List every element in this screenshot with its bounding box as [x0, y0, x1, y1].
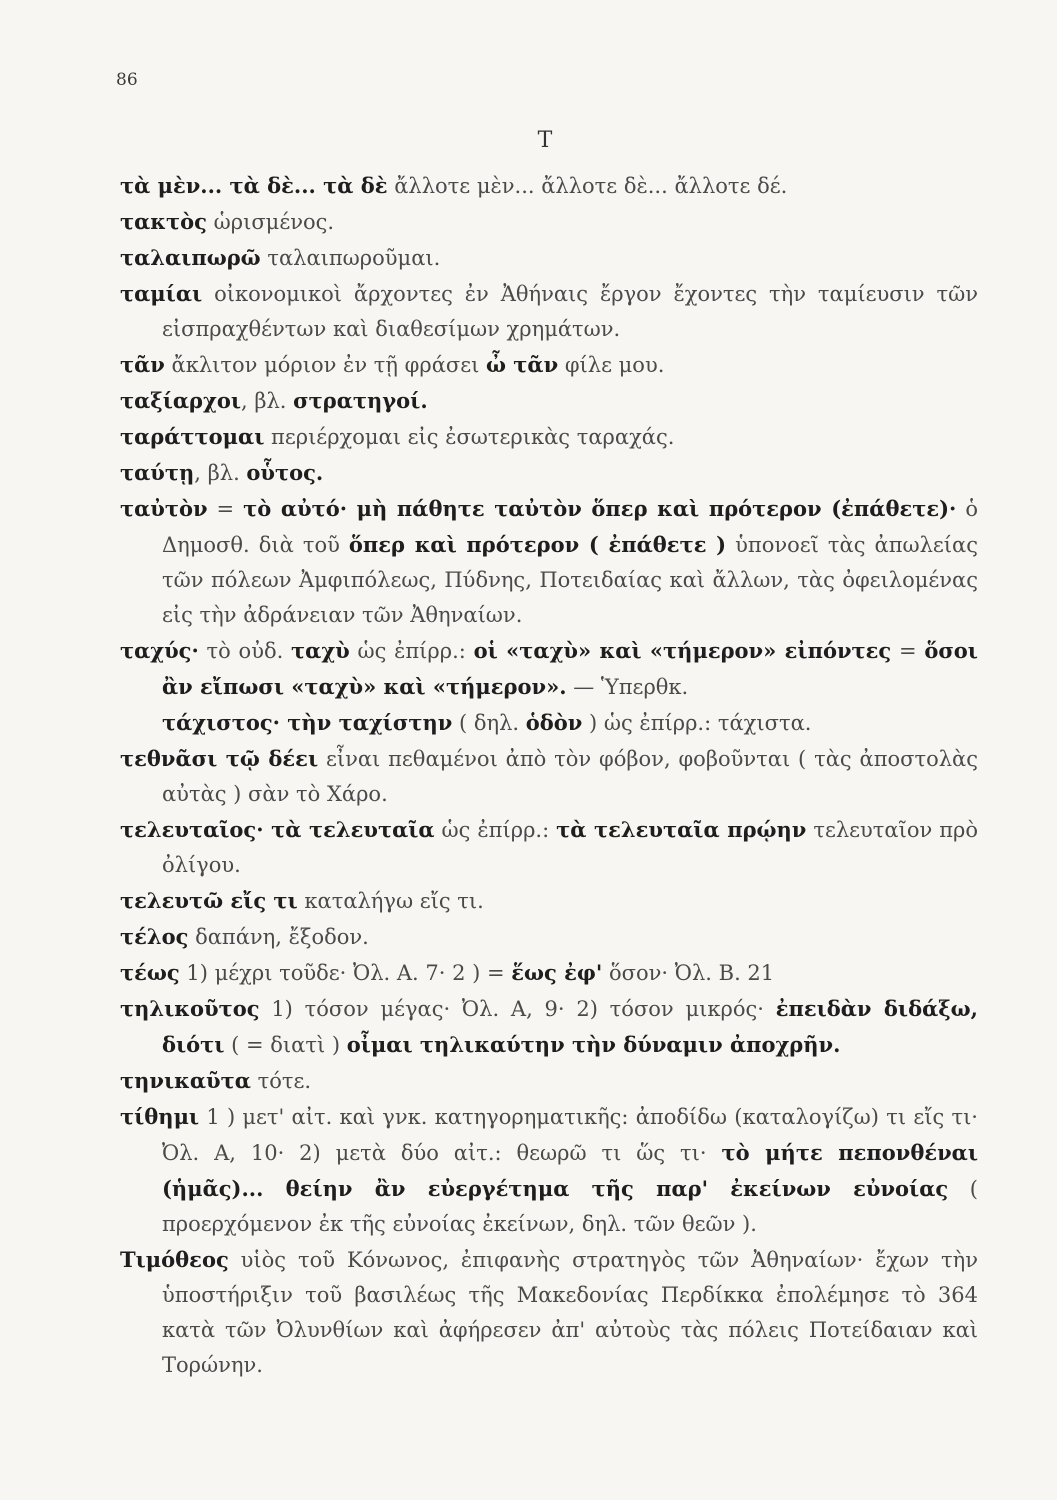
- glossary-entry: [120, 1099, 978, 1242]
- entry-headword: ἐπειδὰν διδάξω, διότι: [162, 996, 978, 1057]
- entry-definition: περιέρχομαι εἰς ἐσωτερικὰς ταραχάς.: [264, 425, 675, 449]
- entry-headword: οὗτος.: [246, 460, 324, 485]
- entry-definition: , βλ.: [241, 389, 294, 413]
- glossary-entry: [120, 991, 978, 1063]
- glossary-entry: [120, 705, 978, 741]
- entry-definition: τὸ οὐδ.: [198, 639, 292, 663]
- entry-definition: ( δηλ.: [452, 711, 526, 735]
- entry-definition: ὡρισμένος.: [206, 210, 335, 234]
- glossary-entries: [120, 168, 978, 1383]
- entry-definition: =: [891, 639, 925, 663]
- entry-headword: Τιμόθεος: [120, 1247, 229, 1272]
- entry-definition: τότε.: [250, 1069, 312, 1093]
- entry-definition: οἰκονομικοὶ ἄρχοντες ἐν Ἀθήναις ἔργον ἔχοντες τὴν ταμίευσιν τῶν εἰσπραχθέντων καὶ διαθεσίμων χρημάτων.: [162, 282, 978, 341]
- entry-definition: ὡς ἐπίρρ.:: [349, 639, 474, 663]
- glossary-entry: [120, 383, 978, 419]
- page-number: 86: [116, 70, 138, 90]
- glossary-entry: [120, 1242, 978, 1383]
- entry-headword: ταμίαι: [120, 281, 203, 306]
- entry-definition: ταλαιπωροῦμαι.: [260, 246, 441, 270]
- glossary-entry: [120, 347, 978, 383]
- glossary-entry: [120, 955, 978, 991]
- glossary-entry: [120, 883, 978, 919]
- entry-definition: εἶναι πεθαμένοι ἀπὸ τὸν φόβον, φοβοῦνται ( τὰς ἀποστολὰς αὐτὰς ) σὰν τὸ Χάρο.: [162, 747, 978, 806]
- entry-headword: ταχύς·: [120, 638, 199, 663]
- glossary-entry: [120, 491, 978, 633]
- entry-definition: =: [207, 497, 244, 521]
- glossary-entry: [120, 812, 978, 883]
- entry-definition: ὑπονοεῖ τὰς ἀπωλείας τῶν πόλεων Ἀμφιπόλεως, Πύδνης, Ποτειδαίας καὶ ἄλλων, τὰς ὀφειλομένας εἰς τὴν ἀδράνειαν τῶν Ἀθηναίων.: [162, 533, 978, 627]
- entry-definition: 1) τόσον μέγας· Ὀλ. Α, 9· 2) τόσον μικρός·: [259, 997, 776, 1021]
- glossary-entry: [120, 455, 978, 491]
- entry-headword: τὸ μήτε πεπονθέναι (ἡμᾶς)... θείην ἂν εὐεργέτημα τῆς παρ' ἐκείνων εὐνοίας: [162, 1140, 979, 1201]
- entry-definition: καταλήγω εἴς τι.: [297, 889, 484, 913]
- entry-definition: ( προερχόμενον ἐκ τῆς εὐνοίας ἐκείνων, δηλ. τῶν θεῶν ).: [162, 1177, 979, 1236]
- entry-definition: — Ὑπερθκ.: [566, 675, 689, 699]
- glossary-entry: [120, 204, 978, 240]
- entry-headword: τεθνᾶσι τῷ δέει: [120, 746, 319, 771]
- entry-definition: ἄκλιτον μόριον ἐν τῇ φράσει: [164, 353, 486, 377]
- glossary-entry: [120, 419, 978, 455]
- entry-definition: ( = διατὶ ): [224, 1033, 347, 1057]
- glossary-entry: [120, 276, 978, 347]
- entry-headword: τέως: [120, 960, 180, 985]
- entry-definition: υἱὸς τοῦ Κόνωνος, ἐπιφανὴς στρατηγὸς τῶν Ἀθηναίων· ἔχων τὴν ὑποστήριξιν τοῦ βασιλέως τῆς Μακεδονίας Περδίκκα ἐπολέμησε τὸ 364 κατὰ τῶν Ὀλυνθίων καὶ ἀφήρεσεν ἀπ' αὐτοὺς τὰς πόλεις Ποτείδαιαν καὶ Τορώνην.: [162, 1248, 978, 1377]
- entry-definition: 1) μέχρι τοῦδε· Ὀλ. Α. 7· 2 ) =: [179, 961, 512, 985]
- entry-headword: ταλαιπωρῶ: [120, 245, 261, 270]
- entry-headword: τὰ τελευταῖα πρῴην: [556, 817, 807, 842]
- entry-headword: τελευτῶ εἴς τι: [120, 888, 298, 913]
- glossary-entry: [120, 240, 978, 276]
- entry-headword: στρατηγοί.: [293, 388, 428, 413]
- entry-definition: ὁ Δημοσθ. διὰ τοῦ: [162, 497, 978, 557]
- entry-headword: ὅπερ καὶ πρότερον ( ἐπάθετε ): [348, 532, 727, 557]
- entry-headword: ὅσοι ἂν εἴπωσι «ταχὺ» καὶ «τήμερον».: [162, 638, 978, 699]
- entry-headword: οἱ «ταχὺ» καὶ «τήμερον» εἰπόντες: [473, 638, 892, 663]
- entry-headword: ὦ τᾶν: [486, 352, 559, 377]
- entry-headword: τὰ μὲν... τὰ δὲ... τὰ δὲ: [120, 173, 388, 198]
- entry-headword: ἕως ἐφ': [511, 960, 603, 985]
- entry-headword: ταξίαρχοι: [120, 388, 241, 413]
- entry-headword: τάχιστος· τὴν ταχίστην: [162, 710, 453, 735]
- entry-headword: ταράττομαι: [120, 424, 265, 449]
- glossary-entry: [120, 168, 978, 204]
- entry-headword: ταχὺ: [291, 638, 350, 663]
- entry-definition: 1 ) μετ' αἰτ. καὶ γνκ. κατηγορηματικῆς: ἀποδίδω (καταλογίζω) τι εἴς τι· Ὀλ. Α, 10· 2) μετὰ δύο αἰτ.: θεωρῶ τι ὥς τι·: [162, 1105, 978, 1165]
- entry-headword: οἶμαι τηλικαύτην τὴν δύναμιν ἀποχρῆν.: [346, 1032, 841, 1057]
- entry-headword: τὸ αὐτό· μὴ πάθητε ταὐτὸν ὅπερ καὶ πρότερον (ἐπάθετε)·: [243, 496, 957, 521]
- glossary-entry: [120, 919, 978, 955]
- entry-headword: ταὐτὸν: [120, 496, 208, 521]
- entry-definition: ὡς ἐπίρρ.:: [434, 818, 557, 842]
- glossary-entry: [120, 633, 978, 705]
- section-letter: Τ: [537, 128, 553, 153]
- entry-definition: ὅσον· Ὀλ. Β. 21: [602, 961, 775, 985]
- entry-definition: ἄλλοτε μὲν... ἄλλοτε δὲ... ἄλλοτε δέ.: [387, 174, 788, 198]
- entry-headword: τᾶν: [120, 352, 165, 377]
- entry-headword: ταύτῃ: [120, 460, 195, 485]
- entry-definition: φίλε μου.: [558, 353, 665, 377]
- entry-definition: δαπάνη, ἔξοδον.: [188, 925, 369, 949]
- entry-headword: τηλικοῦτος: [120, 996, 260, 1021]
- entry-headword: ὁδὸν: [525, 710, 583, 735]
- entry-headword: τίθημι: [120, 1104, 200, 1129]
- entry-headword: τέλος: [120, 924, 189, 949]
- glossary-entry: [120, 1063, 978, 1099]
- entry-headword: τακτὸς: [120, 209, 207, 234]
- entry-headword: τηνικαῦτα: [120, 1068, 251, 1093]
- entry-definition: τελευταῖον πρὸ ὀλίγου.: [162, 818, 979, 877]
- entry-definition: ) ὡς ἐπίρρ.: τάχιστα.: [582, 711, 812, 735]
- entry-headword: τελευταῖος· τὰ τελευταῖα: [120, 817, 435, 842]
- glossary-entry: [120, 741, 978, 812]
- entry-definition: , βλ.: [194, 461, 247, 485]
